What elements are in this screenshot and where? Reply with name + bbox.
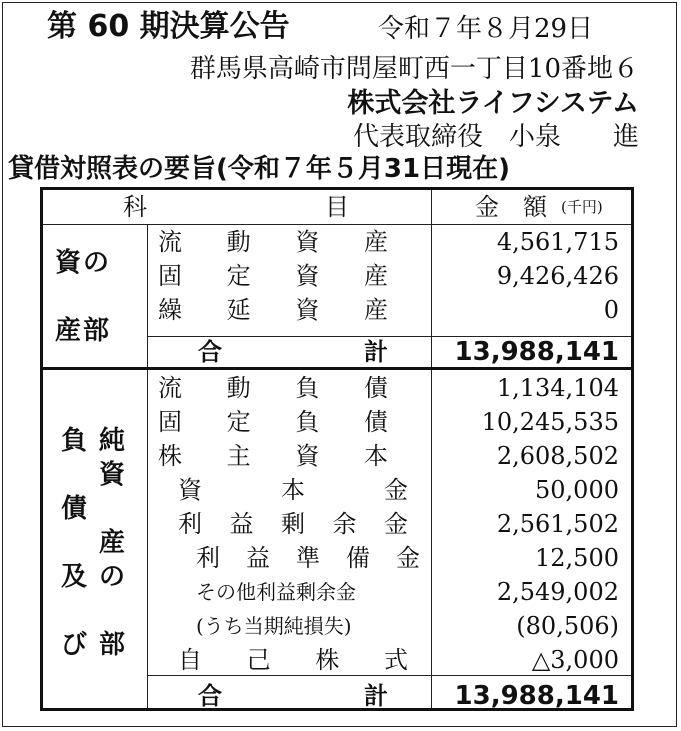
- asset-row-label-char: 資: [295, 228, 320, 256]
- asset-row: [0, 262, 681, 290]
- liab-row-label-char: 本: [281, 476, 305, 504]
- liab-row: [0, 476, 681, 504]
- asset-row-label-char: 繰: [158, 296, 182, 324]
- liab-row-label-char: (うち当期純損失): [196, 614, 352, 638]
- header-item-kamoku-2: 目: [325, 193, 349, 221]
- liab-row-value: (80,506): [516, 612, 619, 640]
- liab-row-label-char: 金: [384, 476, 408, 504]
- asset-row-label-char: 定: [226, 262, 251, 290]
- liab-total-divider: [147, 675, 631, 676]
- liab-row: [0, 408, 681, 436]
- liab-row-label-char: 資: [295, 442, 320, 470]
- liab-row: [0, 374, 681, 402]
- liab-row-label-char: 債: [363, 408, 388, 436]
- liab-row-value: 12,500: [535, 544, 619, 572]
- liab-row-label-char: 自: [178, 646, 202, 674]
- liab-row-label-char: 主: [226, 442, 251, 470]
- asset-row: [0, 228, 681, 256]
- liab-row-label-char: 資: [178, 476, 202, 504]
- liab-row-value: △3,000: [531, 646, 619, 674]
- liab-row-label-char: 動: [226, 374, 251, 402]
- netassets-label-char-4: の: [99, 562, 126, 592]
- liab-row-label-char: 己: [246, 646, 271, 674]
- asset-row-label: [158, 228, 388, 256]
- liab-total-row-label-char: 合: [198, 682, 222, 710]
- liab-label-char-2: 債: [61, 494, 88, 524]
- asset-row: [0, 296, 681, 324]
- liab-row: [0, 544, 681, 572]
- asset-row-label-char: 動: [226, 228, 251, 256]
- liab-row-label-char: 準: [296, 544, 320, 572]
- liab-row-label-char: 備: [346, 544, 370, 572]
- asset-total-row-label: [198, 338, 388, 366]
- asset-row-label-char: 産: [363, 262, 388, 290]
- liab-label-char-4: び: [61, 630, 88, 660]
- asset-row-label: [158, 262, 388, 290]
- asset-row-value: 9,426,426: [496, 262, 619, 290]
- liab-total-row-value: 13,988,141: [454, 681, 619, 711]
- liab-label-char-3: 及: [61, 562, 88, 592]
- liab-row-label-char: 利: [196, 544, 220, 572]
- liab-row-label: [158, 374, 388, 402]
- asset-total-row: [0, 338, 681, 366]
- asset-total-row-label-char: 計: [364, 338, 388, 366]
- liab-row-label-char: 剰: [281, 510, 305, 538]
- company-name: 株式会社ライフシステム: [347, 88, 639, 119]
- asset-row-label-char: 資: [295, 296, 320, 324]
- liab-row-label-char: 金: [396, 544, 420, 572]
- liab-row-value: 2,549,002: [496, 578, 619, 606]
- liab-row-label: [196, 612, 420, 640]
- liab-row-value: 2,561,502: [496, 510, 619, 538]
- liab-row: [0, 646, 681, 674]
- liab-row-label-char: 定: [226, 408, 251, 436]
- asset-row-value: 4,561,715: [496, 228, 619, 256]
- notice-title: 第 60 期決算公告: [47, 9, 290, 44]
- liab-row-label-char: その他利益剰余金: [196, 580, 356, 604]
- liab-row-label-char: 債: [363, 374, 388, 402]
- liab-total-row-label-char: 計: [364, 682, 388, 710]
- asset-row-value: 0: [603, 296, 619, 324]
- liab-row-label-char: 余: [332, 510, 357, 538]
- liab-row-label-char: 金: [384, 510, 408, 538]
- asset-row-label-char: 固: [158, 262, 182, 290]
- liab-row-label: [178, 646, 408, 674]
- liab-row: [0, 442, 681, 470]
- netassets-label-char-2: 資: [99, 460, 126, 490]
- header-unit: (千円): [561, 198, 603, 216]
- liab-row-label: [158, 408, 388, 436]
- netassets-label-char-1: 純: [99, 426, 126, 456]
- liab-row-label-char: 式: [383, 646, 408, 674]
- liab-row-label-char: 本: [363, 442, 388, 470]
- asset-row-label-char: 産: [363, 228, 388, 256]
- liab-row-label: [196, 544, 420, 572]
- asset-row-label-char: 延: [226, 296, 251, 324]
- liab-row-label-char: 株: [158, 442, 182, 470]
- liab-row-label: [196, 578, 420, 606]
- liab-row-label-char: 固: [158, 408, 182, 436]
- liab-row-label: [178, 476, 408, 504]
- asset-row-label-char: 資: [295, 262, 320, 290]
- liab-row: [0, 510, 681, 538]
- assets-section-label-1: 資の: [55, 248, 112, 278]
- liab-row-label-char: 流: [158, 374, 182, 402]
- liab-row-label: [178, 510, 408, 538]
- liab-row-value: 10,245,535: [481, 408, 619, 436]
- assets-section-label-2: 産部: [55, 316, 112, 346]
- liab-row-label-char: 株: [315, 646, 340, 674]
- liab-row-value: 1,134,104: [496, 374, 619, 402]
- liab-row-label: [158, 442, 388, 470]
- asset-total-row-label-char: 合: [198, 338, 222, 366]
- asset-row-label-char: 流: [158, 228, 182, 256]
- liab-row-value: 2,608,502: [496, 442, 619, 470]
- header-amount: 金 額: [475, 193, 547, 221]
- company-address: 群馬県高崎市問屋町西一丁目10番地６: [189, 54, 639, 84]
- liab-label-char-1: 負: [61, 426, 88, 456]
- liab-total-row-label: [198, 682, 388, 710]
- liab-row-label-char: 負: [295, 374, 320, 402]
- liab-total-row: [0, 682, 681, 710]
- summary-title: 貸借対照表の要旨(令和７年５月31日現在): [8, 154, 510, 184]
- header-item-kamoku-1: 科: [123, 193, 147, 221]
- liab-row-label-char: 負: [295, 408, 320, 436]
- netassets-label-char-5: 部: [99, 630, 126, 660]
- asset-row-label-char: 産: [363, 296, 388, 324]
- representative-name: 代表取締役 小泉 進: [352, 122, 639, 152]
- liab-row-value: 50,000: [535, 476, 619, 504]
- liab-row-label-char: 益: [229, 510, 254, 538]
- header-divider: [43, 224, 631, 225]
- liab-row: [0, 612, 681, 640]
- liab-row: [0, 578, 681, 606]
- liab-row-label-char: 利: [178, 510, 202, 538]
- asset-row-label: [158, 296, 388, 324]
- notice-date: 令和７年８月29日: [378, 14, 594, 44]
- section-divider-h: [43, 367, 631, 370]
- netassets-label-char-3: 産: [99, 528, 126, 558]
- liab-row-label-char: 益: [246, 544, 270, 572]
- asset-total-row-value: 13,988,141: [454, 337, 619, 367]
